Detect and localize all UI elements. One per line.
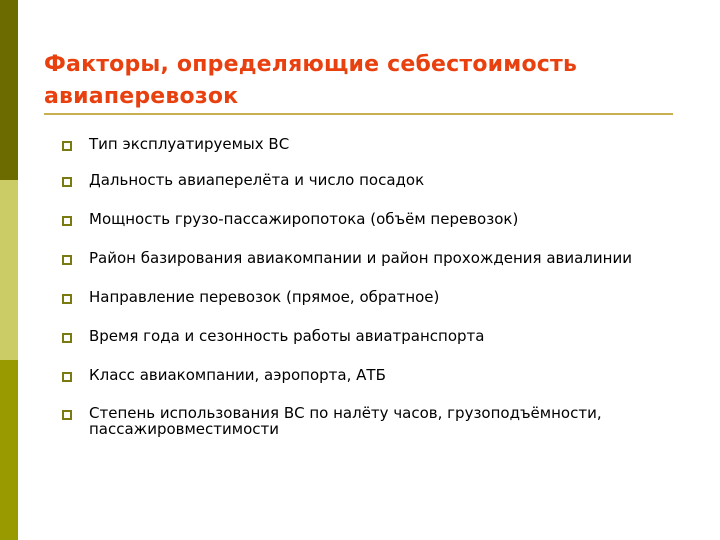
bullet-text: Класс авиакомпании, аэропорта, АТБ — [89, 366, 386, 384]
bullet-text: Степень использования ВС по налёту часов, грузоподъёмности, пассажировместимости — [89, 404, 602, 438]
square-bullet-icon — [62, 410, 72, 420]
bullet-text: Дальность авиаперелёта и число посадок — [89, 171, 425, 189]
bullet-text: Направление перевозок (прямое, обратное) — [89, 288, 440, 306]
side-bar-bottom — [0, 360, 18, 540]
bullet-text: Время года и сезонность работы авиатранспорта — [89, 327, 485, 345]
square-bullet-icon — [62, 216, 72, 226]
square-bullet-icon — [62, 372, 72, 382]
square-bullet-icon — [62, 177, 72, 187]
square-bullet-icon — [62, 333, 72, 343]
side-bar-top — [0, 0, 18, 180]
square-bullet-icon — [62, 294, 72, 304]
slide-title-line-2: авиаперевозок — [44, 84, 239, 109]
bullet-text: Тип эксплуатируемых ВС — [89, 135, 290, 153]
slide-title — [44, 49, 684, 113]
bullet-text: Мощность грузо-пассажиропотока (объём перевозок) — [89, 210, 519, 228]
square-bullet-icon — [62, 141, 72, 151]
title-divider — [44, 113, 673, 115]
slide-title-line-1: Факторы, определяющие себестоимость — [44, 52, 578, 77]
bullet-text: Район базирования авиакомпании и район прохождения авиалинии — [89, 249, 632, 267]
side-bar-middle — [0, 180, 18, 360]
square-bullet-icon — [62, 255, 72, 265]
